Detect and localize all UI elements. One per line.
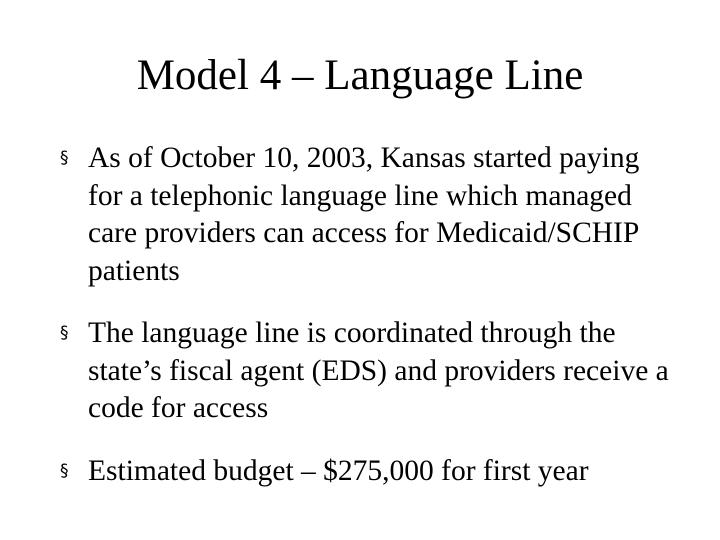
bullet-marker-icon: § xyxy=(60,148,69,168)
bullet-text: The language line is coordinated through the state’s fiscal agent (EDS) and providers receive a code for access xyxy=(88,317,669,424)
slide-title: Model 4 – Language Line xyxy=(136,52,584,99)
bullet-marker-icon: § xyxy=(60,323,69,343)
bullet-item xyxy=(60,453,670,491)
bullet-list xyxy=(60,140,670,515)
bullet-item xyxy=(60,140,670,290)
bullet-marker-icon: § xyxy=(60,460,69,481)
bullet-item xyxy=(60,315,670,428)
bullet-text: As of October 10, 2003, Kansas started paying for a telephonic language line which managed care providers can access for Medicaid/SCHIP patients xyxy=(88,142,640,287)
bullet-text: Estimated budget – $275,000 for first year xyxy=(88,454,589,487)
